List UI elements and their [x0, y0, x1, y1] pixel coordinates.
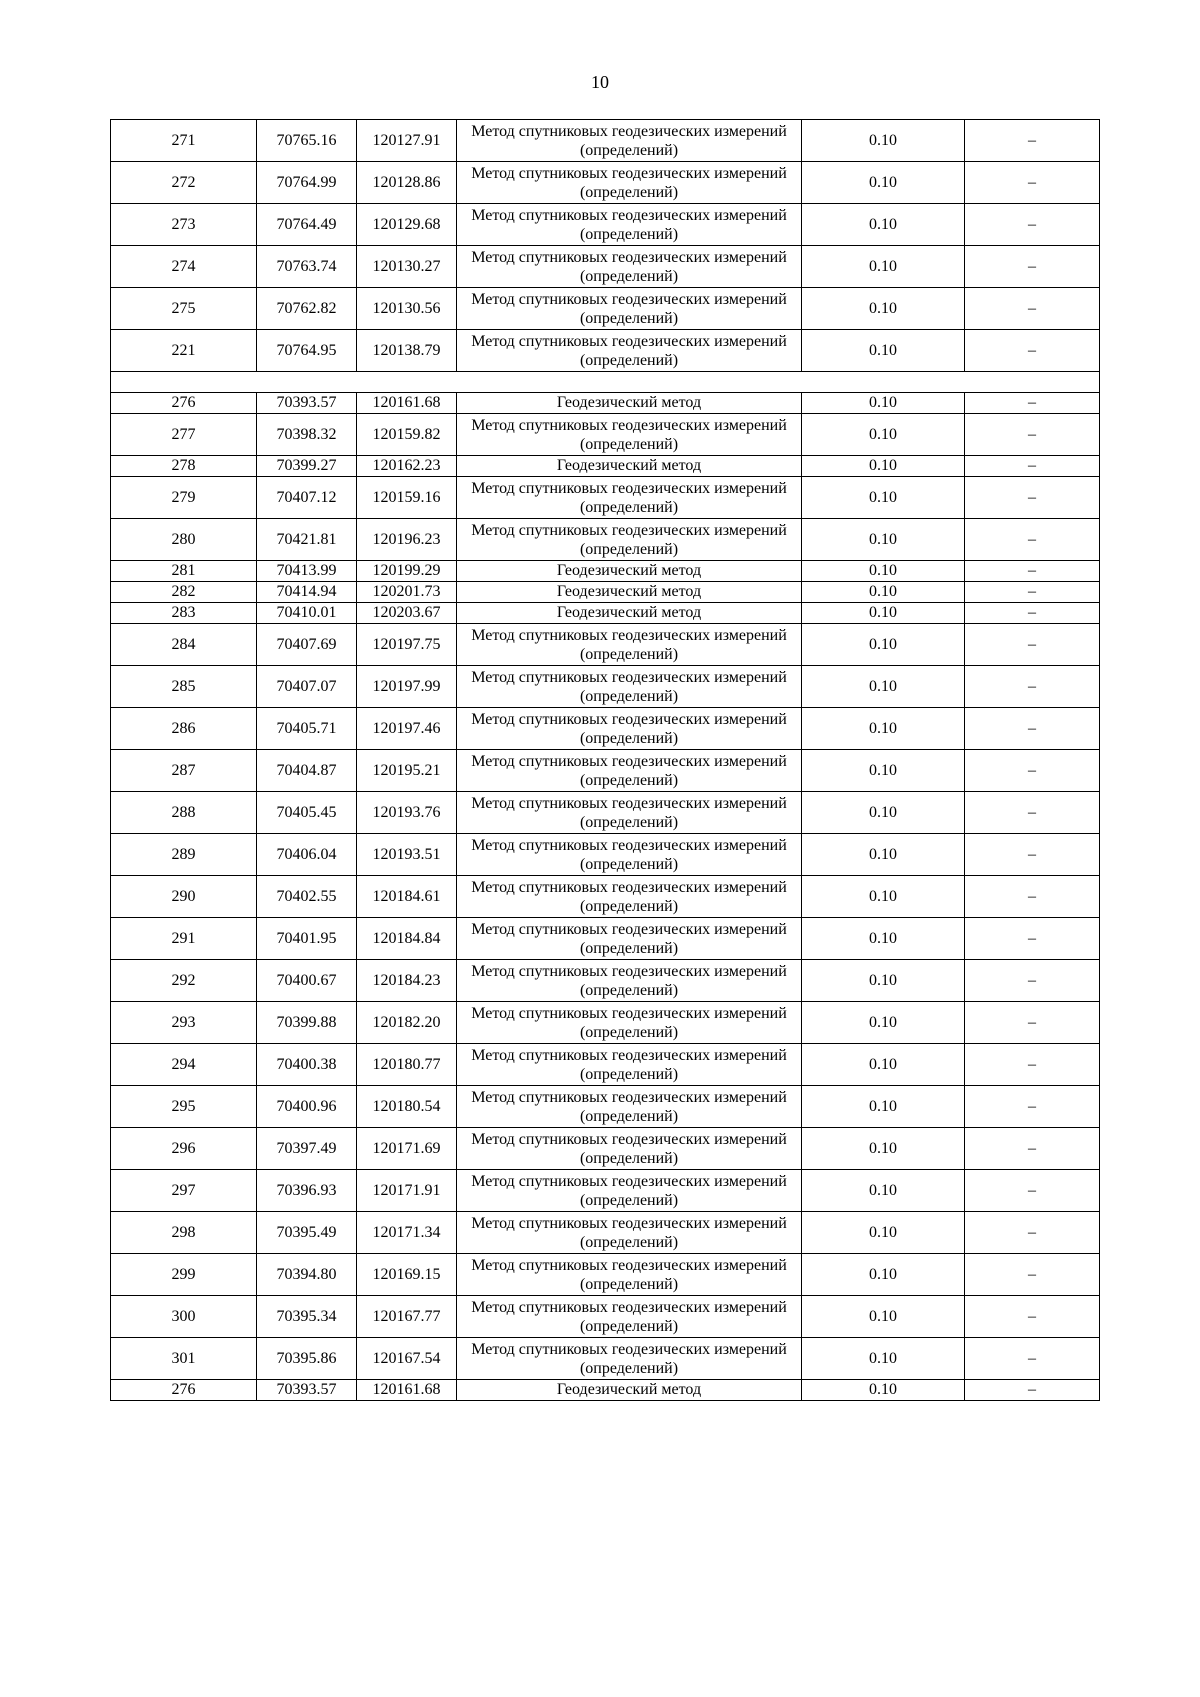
accuracy-cell: 0.10 — [802, 393, 965, 414]
method-cell: Геодезический метод — [457, 603, 802, 624]
y-coordinate-cell: 120193.51 — [357, 834, 457, 876]
table-row — [111, 288, 1100, 330]
x-coordinate-cell: 70404.87 — [257, 750, 357, 792]
table-row — [111, 603, 1100, 624]
separator-row — [111, 372, 1100, 393]
x-coordinate-cell: 70764.95 — [257, 330, 357, 372]
point-number-cell: 286 — [111, 708, 257, 750]
y-coordinate-cell: 120167.54 — [357, 1338, 457, 1380]
y-coordinate-cell: 120130.27 — [357, 246, 457, 288]
note-cell: – — [965, 330, 1100, 372]
accuracy-cell: 0.10 — [802, 582, 965, 603]
point-number-cell: 300 — [111, 1296, 257, 1338]
accuracy-cell: 0.10 — [802, 120, 965, 162]
accuracy-cell: 0.10 — [802, 330, 965, 372]
note-cell: – — [965, 834, 1100, 876]
note-cell: – — [965, 519, 1100, 561]
method-cell: Метод спутниковых геодезических измерений (определений) — [457, 1254, 802, 1296]
accuracy-cell: 0.10 — [802, 1044, 965, 1086]
x-coordinate-cell: 70400.38 — [257, 1044, 357, 1086]
note-cell: – — [965, 876, 1100, 918]
point-number-cell: 296 — [111, 1128, 257, 1170]
x-coordinate-cell: 70421.81 — [257, 519, 357, 561]
accuracy-cell: 0.10 — [802, 414, 965, 456]
x-coordinate-cell: 70394.80 — [257, 1254, 357, 1296]
x-coordinate-cell: 70395.86 — [257, 1338, 357, 1380]
table-row — [111, 120, 1100, 162]
table-row — [111, 456, 1100, 477]
x-coordinate-cell: 70762.82 — [257, 288, 357, 330]
method-cell: Метод спутниковых геодезических измерений (определений) — [457, 666, 802, 708]
y-coordinate-cell: 120129.68 — [357, 204, 457, 246]
y-coordinate-cell: 120197.46 — [357, 708, 457, 750]
y-coordinate-cell: 120193.76 — [357, 792, 457, 834]
y-coordinate-cell: 120184.84 — [357, 918, 457, 960]
x-coordinate-cell: 70406.04 — [257, 834, 357, 876]
accuracy-cell: 0.10 — [802, 162, 965, 204]
accuracy-cell: 0.10 — [802, 960, 965, 1002]
method-cell: Геодезический метод — [457, 561, 802, 582]
accuracy-cell: 0.10 — [802, 477, 965, 519]
accuracy-cell: 0.10 — [802, 288, 965, 330]
method-cell: Метод спутниковых геодезических измерений (определений) — [457, 414, 802, 456]
y-coordinate-cell: 120182.20 — [357, 1002, 457, 1044]
x-coordinate-cell: 70407.07 — [257, 666, 357, 708]
x-coordinate-cell: 70399.88 — [257, 1002, 357, 1044]
accuracy-cell: 0.10 — [802, 918, 965, 960]
point-number-cell: 295 — [111, 1086, 257, 1128]
coordinates-table-body — [111, 120, 1100, 1401]
point-number-cell: 291 — [111, 918, 257, 960]
table-row — [111, 477, 1100, 519]
note-cell: – — [965, 1212, 1100, 1254]
point-number-cell: 285 — [111, 666, 257, 708]
x-coordinate-cell: 70407.12 — [257, 477, 357, 519]
x-coordinate-cell: 70398.32 — [257, 414, 357, 456]
method-cell: Метод спутниковых геодезических измерений (определений) — [457, 519, 802, 561]
point-number-cell: 284 — [111, 624, 257, 666]
point-number-cell: 297 — [111, 1170, 257, 1212]
table-row — [111, 1002, 1100, 1044]
point-number-cell: 276 — [111, 1380, 257, 1401]
method-cell: Геодезический метод — [457, 456, 802, 477]
note-cell: – — [965, 1170, 1100, 1212]
accuracy-cell: 0.10 — [802, 1338, 965, 1380]
x-coordinate-cell: 70405.71 — [257, 708, 357, 750]
table-row — [111, 393, 1100, 414]
method-cell: Метод спутниковых геодезических измерений (определений) — [457, 1002, 802, 1044]
accuracy-cell: 0.10 — [802, 1254, 965, 1296]
note-cell: – — [965, 204, 1100, 246]
y-coordinate-cell: 120171.34 — [357, 1212, 457, 1254]
point-number-cell: 273 — [111, 204, 257, 246]
table-row — [111, 792, 1100, 834]
page-number: 10 — [591, 72, 609, 92]
note-cell: – — [965, 246, 1100, 288]
x-coordinate-cell: 70413.99 — [257, 561, 357, 582]
y-coordinate-cell: 120203.67 — [357, 603, 457, 624]
point-number-cell: 301 — [111, 1338, 257, 1380]
note-cell: – — [965, 561, 1100, 582]
method-cell: Метод спутниковых геодезических измерений (определений) — [457, 288, 802, 330]
note-cell: – — [965, 708, 1100, 750]
note-cell: – — [965, 582, 1100, 603]
note-cell: – — [965, 162, 1100, 204]
accuracy-cell: 0.10 — [802, 1380, 965, 1401]
x-coordinate-cell: 70405.45 — [257, 792, 357, 834]
x-coordinate-cell: 70395.34 — [257, 1296, 357, 1338]
point-number-cell: 282 — [111, 582, 257, 603]
accuracy-cell: 0.10 — [802, 603, 965, 624]
y-coordinate-cell: 120161.68 — [357, 393, 457, 414]
y-coordinate-cell: 120180.54 — [357, 1086, 457, 1128]
point-number-cell: 272 — [111, 162, 257, 204]
table-row — [111, 246, 1100, 288]
table-row — [111, 834, 1100, 876]
note-cell: – — [965, 624, 1100, 666]
table-row — [111, 1086, 1100, 1128]
y-coordinate-cell: 120196.23 — [357, 519, 457, 561]
y-coordinate-cell: 120199.29 — [357, 561, 457, 582]
accuracy-cell: 0.10 — [802, 666, 965, 708]
point-number-cell: 275 — [111, 288, 257, 330]
note-cell: – — [965, 1380, 1100, 1401]
method-cell: Метод спутниковых геодезических измерений (определений) — [457, 792, 802, 834]
method-cell: Геодезический метод — [457, 582, 802, 603]
point-number-cell: 299 — [111, 1254, 257, 1296]
y-coordinate-cell: 120130.56 — [357, 288, 457, 330]
note-cell: – — [965, 1254, 1100, 1296]
accuracy-cell: 0.10 — [802, 456, 965, 477]
point-number-cell: 292 — [111, 960, 257, 1002]
accuracy-cell: 0.10 — [802, 1296, 965, 1338]
note-cell: – — [965, 393, 1100, 414]
x-coordinate-cell: 70407.69 — [257, 624, 357, 666]
point-number-cell: 289 — [111, 834, 257, 876]
method-cell: Метод спутниковых геодезических измерений (определений) — [457, 750, 802, 792]
point-number-cell: 277 — [111, 414, 257, 456]
note-cell: – — [965, 750, 1100, 792]
table-row — [111, 1044, 1100, 1086]
method-cell: Метод спутниковых геодезических измерений (определений) — [457, 876, 802, 918]
accuracy-cell: 0.10 — [802, 792, 965, 834]
table-row — [111, 414, 1100, 456]
method-cell: Метод спутниковых геодезических измерений (определений) — [457, 1338, 802, 1380]
x-coordinate-cell: 70395.49 — [257, 1212, 357, 1254]
y-coordinate-cell: 120201.73 — [357, 582, 457, 603]
x-coordinate-cell: 70400.67 — [257, 960, 357, 1002]
table-row — [111, 708, 1100, 750]
table-row — [111, 519, 1100, 561]
y-coordinate-cell: 120159.82 — [357, 414, 457, 456]
y-coordinate-cell: 120128.86 — [357, 162, 457, 204]
y-coordinate-cell: 120162.23 — [357, 456, 457, 477]
table-row — [111, 1296, 1100, 1338]
note-cell: – — [965, 1086, 1100, 1128]
x-coordinate-cell: 70402.55 — [257, 876, 357, 918]
y-coordinate-cell: 120138.79 — [357, 330, 457, 372]
y-coordinate-cell: 120167.77 — [357, 1296, 457, 1338]
y-coordinate-cell: 120127.91 — [357, 120, 457, 162]
note-cell: – — [965, 666, 1100, 708]
x-coordinate-cell: 70399.27 — [257, 456, 357, 477]
table-row — [111, 204, 1100, 246]
x-coordinate-cell: 70393.57 — [257, 393, 357, 414]
x-coordinate-cell: 70414.94 — [257, 582, 357, 603]
table-row — [111, 330, 1100, 372]
y-coordinate-cell: 120180.77 — [357, 1044, 457, 1086]
point-number-cell: 221 — [111, 330, 257, 372]
table-row — [111, 960, 1100, 1002]
x-coordinate-cell: 70765.16 — [257, 120, 357, 162]
table-row — [111, 918, 1100, 960]
note-cell: – — [965, 603, 1100, 624]
accuracy-cell: 0.10 — [802, 708, 965, 750]
y-coordinate-cell: 120195.21 — [357, 750, 457, 792]
table-row — [111, 1338, 1100, 1380]
method-cell: Метод спутниковых геодезических измерений (определений) — [457, 708, 802, 750]
point-number-cell: 279 — [111, 477, 257, 519]
table-row — [111, 1128, 1100, 1170]
table-row — [111, 750, 1100, 792]
accuracy-cell: 0.10 — [802, 834, 965, 876]
x-coordinate-cell: 70396.93 — [257, 1170, 357, 1212]
note-cell: – — [965, 456, 1100, 477]
table-row — [111, 1170, 1100, 1212]
point-number-cell: 293 — [111, 1002, 257, 1044]
x-coordinate-cell: 70763.74 — [257, 246, 357, 288]
table-row — [111, 1212, 1100, 1254]
point-number-cell: 280 — [111, 519, 257, 561]
method-cell: Метод спутниковых геодезических измерений (определений) — [457, 1044, 802, 1086]
table-row — [111, 876, 1100, 918]
method-cell: Метод спутниковых геодезических измерений (определений) — [457, 246, 802, 288]
point-number-cell: 276 — [111, 393, 257, 414]
x-coordinate-cell: 70764.99 — [257, 162, 357, 204]
point-number-cell: 271 — [111, 120, 257, 162]
note-cell: – — [965, 1128, 1100, 1170]
accuracy-cell: 0.10 — [802, 519, 965, 561]
note-cell: – — [965, 792, 1100, 834]
note-cell: – — [965, 1002, 1100, 1044]
accuracy-cell: 0.10 — [802, 876, 965, 918]
method-cell: Метод спутниковых геодезических измерений (определений) — [457, 1212, 802, 1254]
separator-cell — [111, 372, 1100, 393]
point-number-cell: 274 — [111, 246, 257, 288]
method-cell: Метод спутниковых геодезических измерений (определений) — [457, 330, 802, 372]
table-row — [111, 582, 1100, 603]
y-coordinate-cell: 120171.91 — [357, 1170, 457, 1212]
y-coordinate-cell: 120197.75 — [357, 624, 457, 666]
table-row — [111, 1380, 1100, 1401]
accuracy-cell: 0.10 — [802, 624, 965, 666]
table-row — [111, 624, 1100, 666]
x-coordinate-cell: 70400.96 — [257, 1086, 357, 1128]
accuracy-cell: 0.10 — [802, 1170, 965, 1212]
x-coordinate-cell: 70764.49 — [257, 204, 357, 246]
method-cell: Метод спутниковых геодезических измерений (определений) — [457, 162, 802, 204]
method-cell: Метод спутниковых геодезических измерений (определений) — [457, 1170, 802, 1212]
method-cell: Метод спутниковых геодезических измерений (определений) — [457, 834, 802, 876]
method-cell: Метод спутниковых геодезических измерений (определений) — [457, 1296, 802, 1338]
x-coordinate-cell: 70401.95 — [257, 918, 357, 960]
note-cell: – — [965, 960, 1100, 1002]
point-number-cell: 278 — [111, 456, 257, 477]
y-coordinate-cell: 120184.61 — [357, 876, 457, 918]
accuracy-cell: 0.10 — [802, 750, 965, 792]
accuracy-cell: 0.10 — [802, 1128, 965, 1170]
note-cell: – — [965, 477, 1100, 519]
accuracy-cell: 0.10 — [802, 204, 965, 246]
y-coordinate-cell: 120169.15 — [357, 1254, 457, 1296]
x-coordinate-cell: 70410.01 — [257, 603, 357, 624]
table-row — [111, 162, 1100, 204]
x-coordinate-cell: 70393.57 — [257, 1380, 357, 1401]
y-coordinate-cell: 120197.99 — [357, 666, 457, 708]
note-cell: – — [965, 288, 1100, 330]
accuracy-cell: 0.10 — [802, 1002, 965, 1044]
point-number-cell: 294 — [111, 1044, 257, 1086]
table-row — [111, 666, 1100, 708]
point-number-cell: 290 — [111, 876, 257, 918]
y-coordinate-cell: 120171.69 — [357, 1128, 457, 1170]
accuracy-cell: 0.10 — [802, 1212, 965, 1254]
note-cell: – — [965, 120, 1100, 162]
method-cell: Геодезический метод — [457, 1380, 802, 1401]
accuracy-cell: 0.10 — [802, 561, 965, 582]
point-number-cell: 298 — [111, 1212, 257, 1254]
method-cell: Метод спутниковых геодезических измерений (определений) — [457, 918, 802, 960]
accuracy-cell: 0.10 — [802, 246, 965, 288]
method-cell: Метод спутниковых геодезических измерений (определений) — [457, 204, 802, 246]
note-cell: – — [965, 414, 1100, 456]
table-row — [111, 1254, 1100, 1296]
point-number-cell: 287 — [111, 750, 257, 792]
note-cell: – — [965, 1296, 1100, 1338]
table-row — [111, 561, 1100, 582]
y-coordinate-cell: 120161.68 — [357, 1380, 457, 1401]
point-number-cell: 283 — [111, 603, 257, 624]
point-number-cell: 281 — [111, 561, 257, 582]
method-cell: Геодезический метод — [457, 393, 802, 414]
y-coordinate-cell: 120184.23 — [357, 960, 457, 1002]
note-cell: – — [965, 1044, 1100, 1086]
coordinates-table — [110, 119, 1100, 1401]
y-coordinate-cell: 120159.16 — [357, 477, 457, 519]
x-coordinate-cell: 70397.49 — [257, 1128, 357, 1170]
note-cell: – — [965, 918, 1100, 960]
method-cell: Метод спутниковых геодезических измерений (определений) — [457, 120, 802, 162]
method-cell: Метод спутниковых геодезических измерений (определений) — [457, 1128, 802, 1170]
note-cell: – — [965, 1338, 1100, 1380]
method-cell: Метод спутниковых геодезических измерений (определений) — [457, 1086, 802, 1128]
method-cell: Метод спутниковых геодезических измерений (определений) — [457, 960, 802, 1002]
method-cell: Метод спутниковых геодезических измерений (определений) — [457, 477, 802, 519]
accuracy-cell: 0.10 — [802, 1086, 965, 1128]
point-number-cell: 288 — [111, 792, 257, 834]
method-cell: Метод спутниковых геодезических измерений (определений) — [457, 624, 802, 666]
